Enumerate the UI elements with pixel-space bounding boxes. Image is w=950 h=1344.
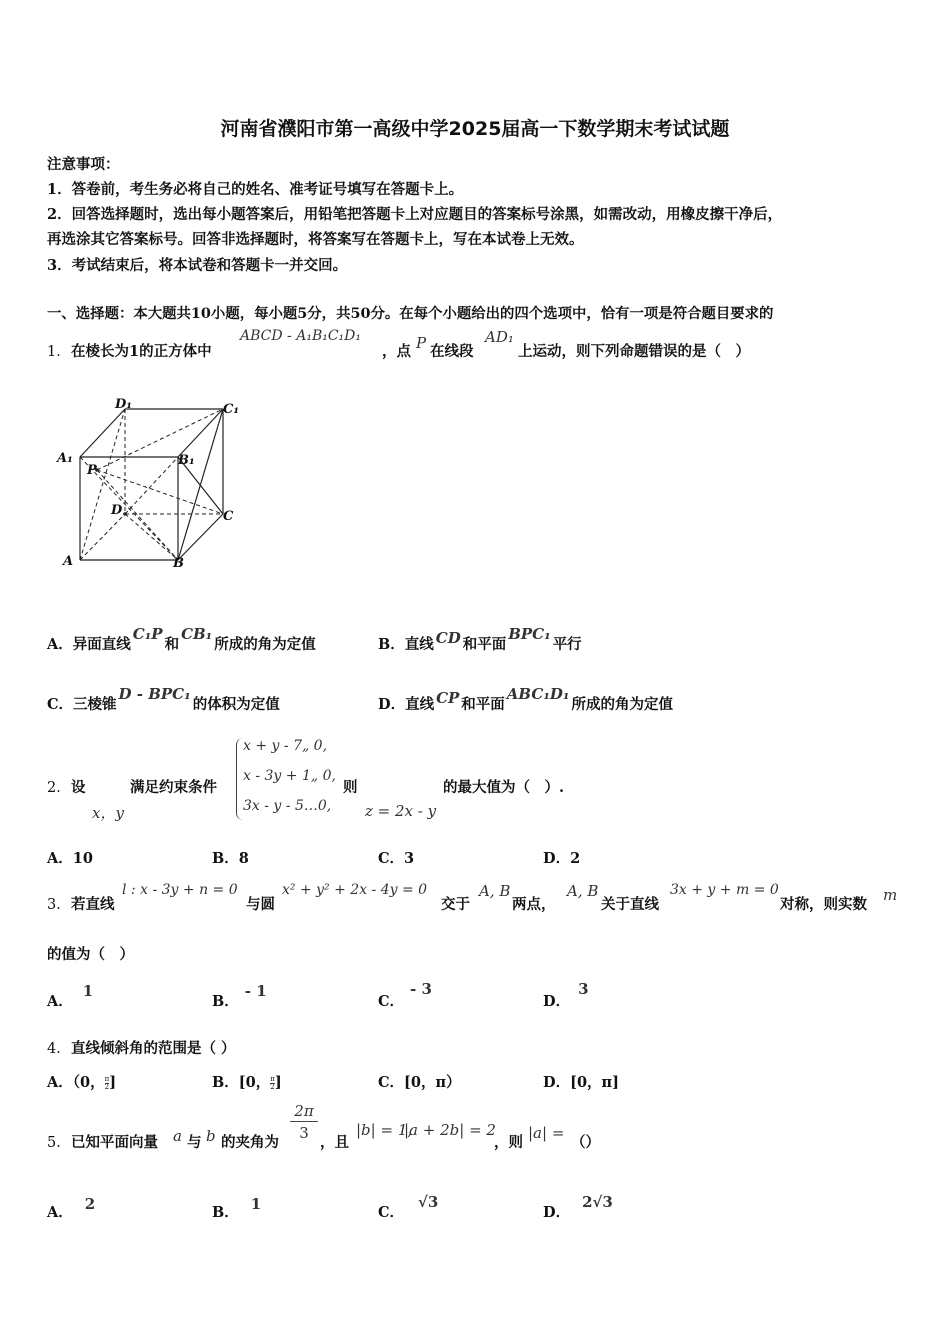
q3-circle: x² + y² + 2x - 4y = 0: [282, 882, 428, 898]
q3-text-5: 关于直线: [601, 896, 659, 913]
q5-vec-a: a: [173, 1127, 182, 1145]
q2-objective: z = 2x - y: [365, 802, 437, 820]
option-label: A．: [47, 636, 73, 653]
q2-text-3: 则: [343, 779, 358, 796]
q2-text-4: 的最大值为（ ）.: [443, 779, 565, 796]
q5-vec-b: b: [206, 1127, 216, 1145]
label-d1: D₁: [115, 397, 132, 412]
notice-item-2-cont: 再选涂其它答案标号。回答非选择题时，将答案写在答题卡上，写在本试卷上无效。: [47, 231, 584, 248]
notice-item-2: 2．回答选择题时，选出每小题答案后，用铅笔把答题卡上对应题目的答案标号涂黑，如需改动，用橡皮擦干净后，: [47, 206, 783, 223]
q1-text-3: 在线段: [430, 343, 474, 360]
q2-option-d[interactable]: D．2: [543, 850, 581, 867]
q1-math-ad1: AD₁: [485, 328, 514, 346]
q3-option-d[interactable]: D．3: [543, 980, 589, 1010]
notice-item-3: 3．考试结束后，将本试卷和答题卡一并交回。: [47, 257, 348, 274]
notice-item-1: 1．答卷前，考生务必将自己的姓名、准考证号填写在答题卡上。: [47, 181, 464, 198]
q3-option-a[interactable]: A．1: [47, 982, 94, 1010]
q5-condition-2: |a + 2b| = 2: [404, 1121, 496, 1139]
q5-number: 5．: [47, 1135, 71, 1151]
q3-text-1: 若直线: [71, 896, 115, 913]
q2-option-c[interactable]: C．3: [378, 850, 415, 867]
q1-math-cube: ABCD - A₁B₁C₁D₁: [240, 328, 362, 344]
q3-option-b[interactable]: B．- 1: [212, 982, 267, 1010]
q5-option-c[interactable]: C．√3: [378, 1193, 439, 1221]
q4-text: 直线倾斜角的范围是（ ）: [71, 1040, 236, 1057]
q4-option-c[interactable]: C．[0，π）: [378, 1074, 461, 1091]
option-label: C．: [47, 696, 74, 713]
label-b1: B₁: [178, 453, 195, 468]
page-title: 河南省濮阳市第一高级中学2025届高一下数学期末考试试题: [220, 118, 730, 140]
q4-number: 4．: [47, 1041, 71, 1057]
label-p: P: [87, 463, 97, 478]
q5-condition-1: |b| = 1,: [356, 1121, 413, 1139]
constraint-brace: [236, 738, 243, 820]
q2-option-a[interactable]: A．10: [47, 850, 93, 867]
q1-option-c[interactable]: C．三棱锥D - BPC₁的体积为定值: [47, 685, 280, 713]
q3-points-2: A, B: [567, 882, 599, 900]
q3-text-2: 与圆: [246, 896, 275, 913]
q3-points-1: A, B: [479, 882, 511, 900]
q3-text-line2: 的值为（ ）: [47, 946, 134, 963]
q1-number: 1．: [47, 344, 71, 360]
q1-math-p: P: [416, 334, 427, 352]
q5-text-5: ，则: [494, 1134, 523, 1151]
q2-vars: x，y: [92, 804, 124, 822]
frac-pi-2: $\frac{\pi}{2}$: [270, 1074, 275, 1091]
constraint-2: x - 3y + 1„ 0,: [243, 768, 336, 784]
q5-text-2: 与: [187, 1134, 202, 1151]
q3-text-3: 交于: [441, 896, 470, 913]
q3-sym-line: 3x + y + m = 0: [670, 882, 779, 898]
q5-text-4: ，且: [320, 1134, 349, 1151]
cube-figure: [55, 392, 250, 572]
section-heading: 一、选择题：本大题共10小题，每小题5分，共50分。在每个小题给出的四个选项中，恰有一项是符合题目要求的: [47, 305, 774, 322]
q5-option-b[interactable]: B． 1: [212, 1195, 262, 1221]
q5-option-a[interactable]: A． 2: [47, 1195, 96, 1221]
label-c: C: [223, 509, 234, 524]
constraint-3: 3x - y - 5…0,: [243, 798, 332, 814]
q2-number: 2．: [47, 780, 71, 796]
q5-text-3: 的夹角为: [221, 1134, 279, 1151]
notice-heading: 注意事项：: [47, 156, 120, 173]
q5-text-1: 已知平面向量: [71, 1134, 158, 1151]
q1-option-d[interactable]: D．直线 CP 和平面ABC₁D₁所成的角为定值: [378, 685, 673, 713]
q1-text-2: ，点: [382, 343, 411, 360]
label-d: D: [111, 503, 123, 518]
q5-option-d[interactable]: D．2√3: [543, 1193, 613, 1221]
q1-text-1: 在棱长为1的正方体中: [71, 343, 212, 360]
q1-text-4: 上运动，则下列命题错误的是（ ）: [518, 343, 750, 360]
q3-text-6: 对称，则实数: [780, 896, 867, 913]
q4-option-b[interactable]: B．[0， $\frac{\pi}{2}$ ]: [212, 1074, 282, 1091]
q2-text-1: 设: [71, 779, 86, 796]
q3-option-c[interactable]: C．- 3: [378, 980, 432, 1010]
q2-text-2: 满足约束条件: [130, 779, 217, 796]
q3-number: 3．: [47, 897, 71, 913]
q4-option-a[interactable]: A．（0， $\frac{\pi}{2}$ ]: [47, 1074, 117, 1091]
option-label: D．: [378, 696, 406, 713]
q5-text-6: （）: [571, 1134, 600, 1151]
q1-option-a[interactable]: A．异面直线C₁P和CB₁所成的角为定值: [47, 625, 316, 653]
option-label: B．: [378, 636, 405, 653]
label-b: B: [173, 556, 184, 571]
q3-text-4: 两点，: [512, 896, 556, 913]
label-c1: C₁: [223, 402, 240, 417]
label-a1: A₁: [57, 451, 73, 466]
q1-option-b[interactable]: B．直线 CD 和平面BPC₁平行: [378, 625, 582, 653]
q5-ask: |a| =: [528, 1124, 565, 1142]
q3-line-l: l : x - 3y + n = 0: [122, 882, 238, 898]
constraint-1: x + y - 7„ 0,: [243, 738, 328, 754]
q3-var-m: m: [883, 886, 898, 904]
label-a: A: [63, 554, 74, 569]
q2-option-b[interactable]: B．8: [212, 850, 249, 867]
q4-option-d[interactable]: D．[0，π]: [543, 1074, 620, 1091]
frac-pi-2: $\frac{\pi}{2}$: [104, 1074, 110, 1091]
q5-angle-fraction: $\frac{2\pi}{3}$: [290, 1101, 318, 1144]
